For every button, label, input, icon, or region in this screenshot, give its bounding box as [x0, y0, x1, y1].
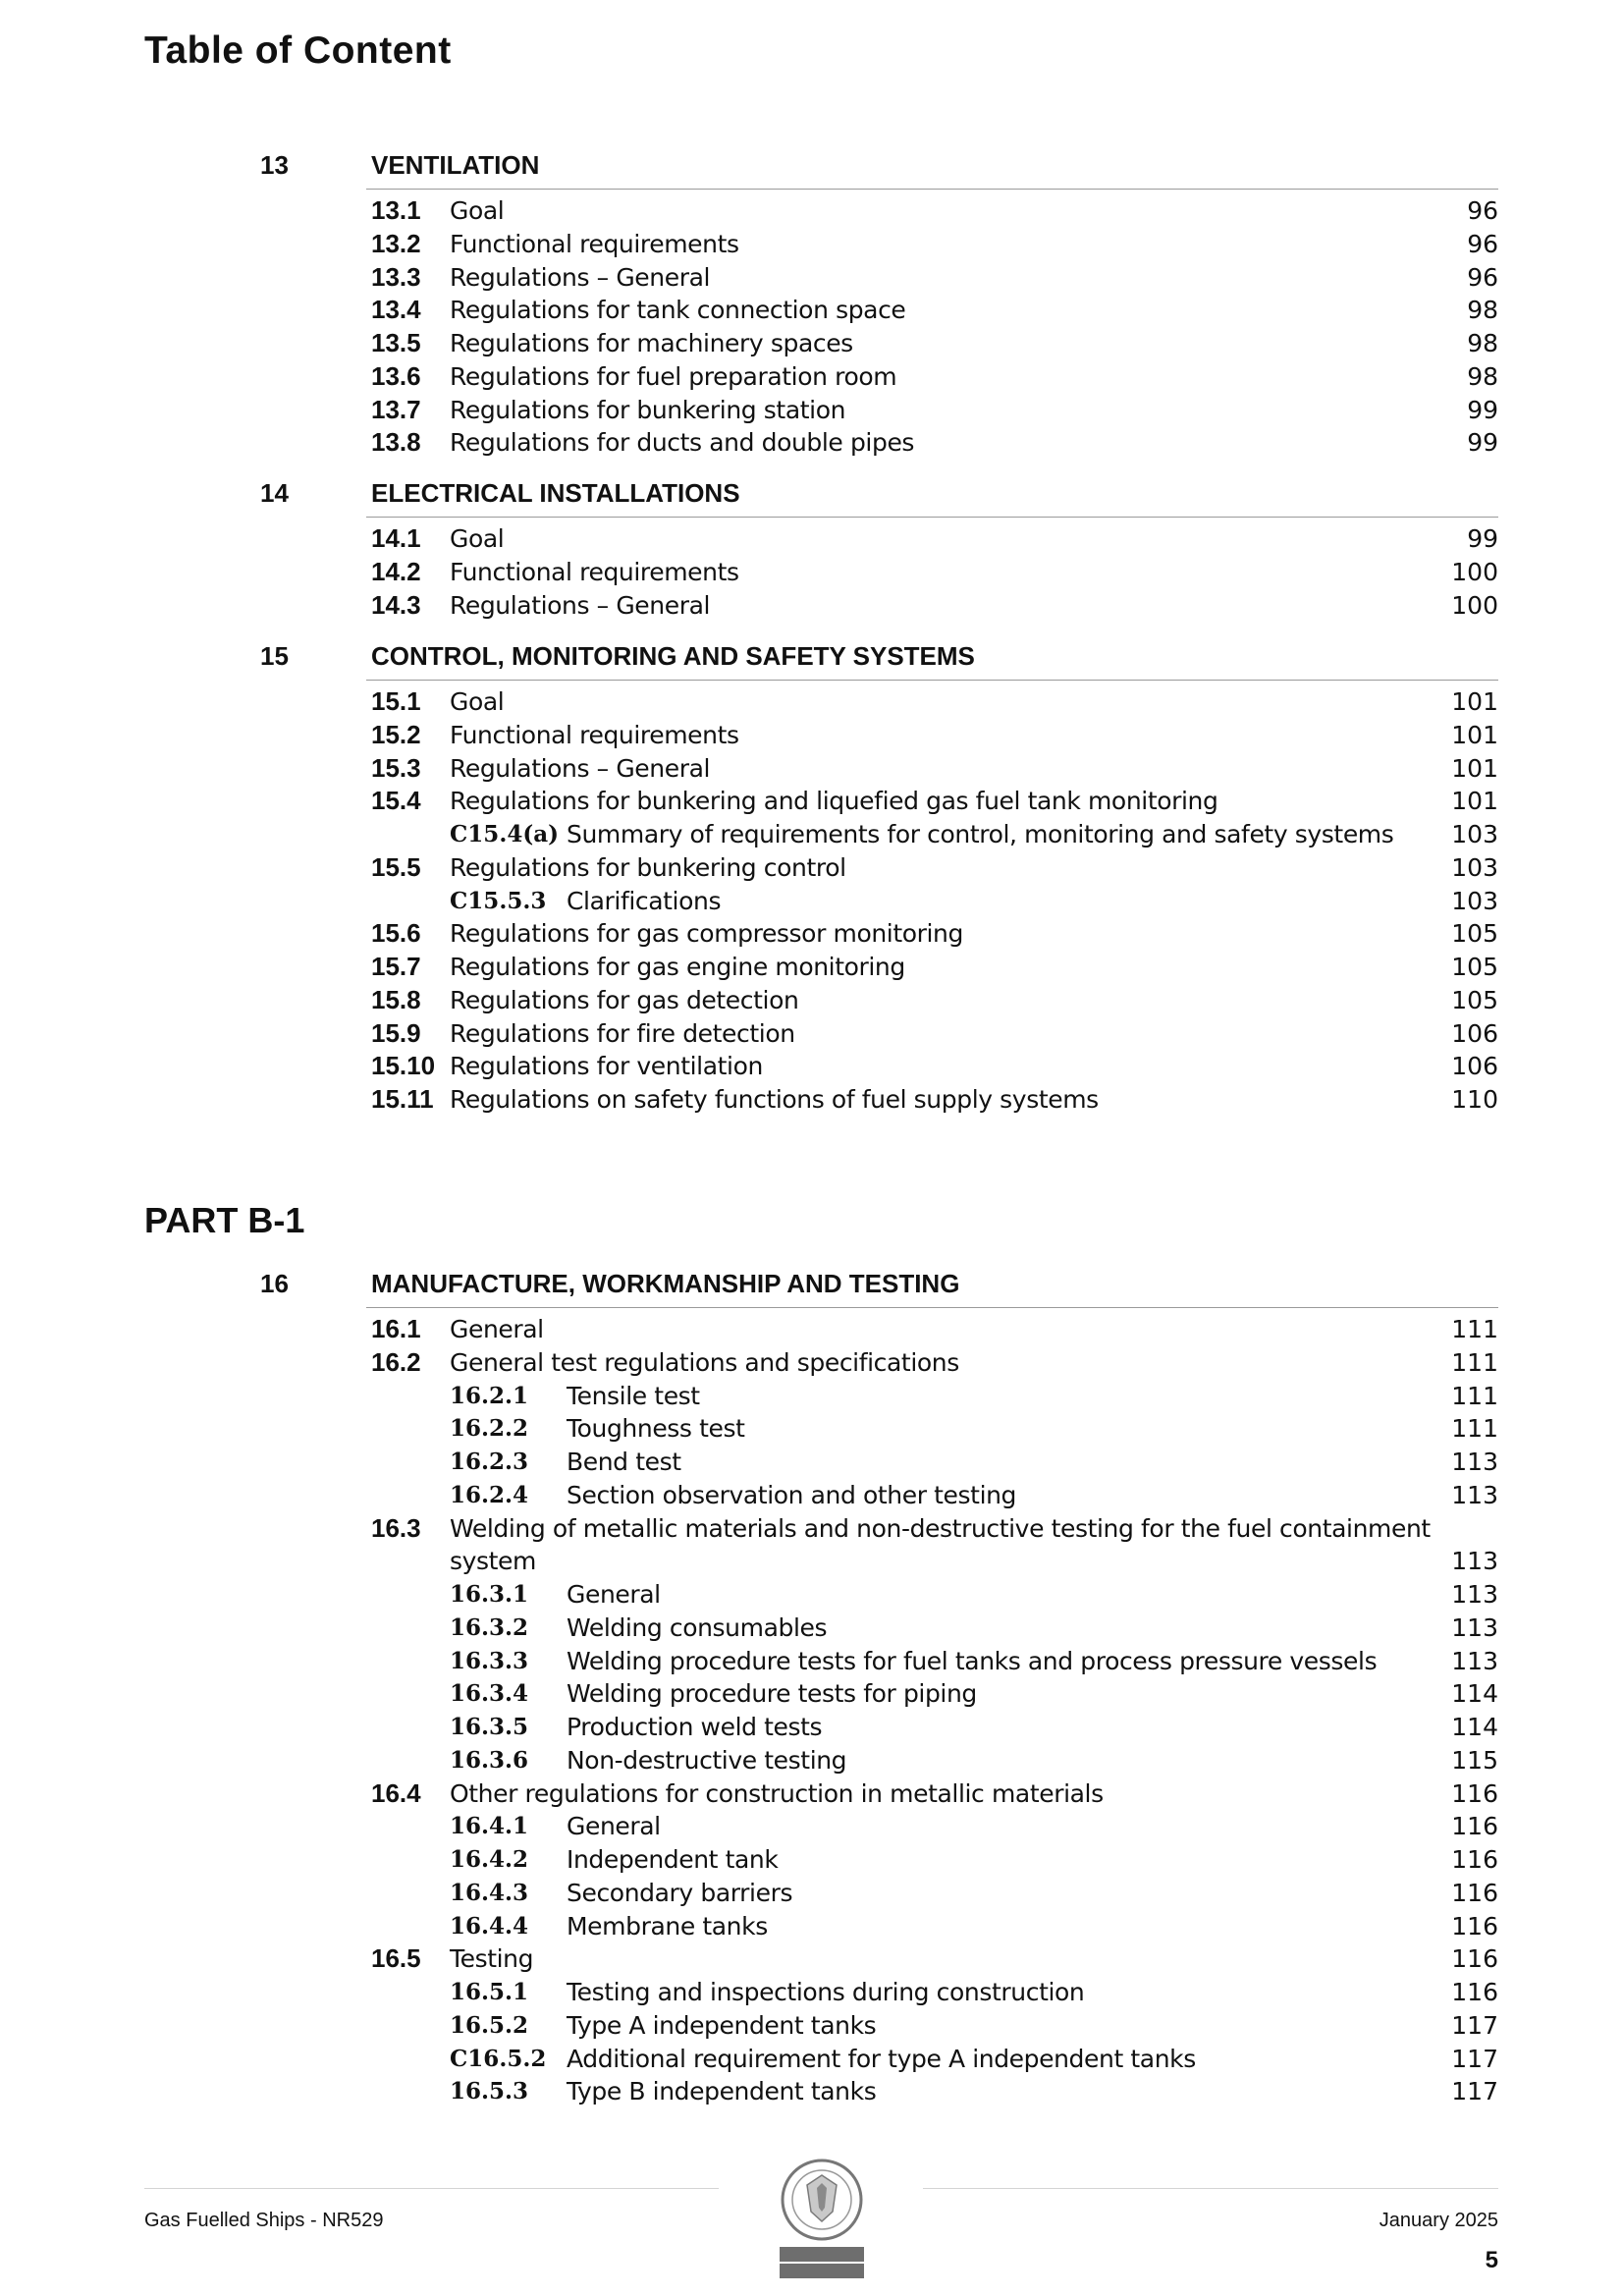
toc-entry-page: 101 — [1451, 787, 1498, 816]
toc-entry[interactable] — [0, 917, 1623, 951]
toc-entry-number: 15.2 — [371, 719, 421, 749]
toc-entry[interactable] — [0, 1942, 1623, 1976]
toc-entry-title: Regulations for machinery spaces — [450, 329, 853, 357]
toc-entry-page: 117 — [1451, 2010, 1498, 2040]
toc-entry-page: 114 — [1451, 1713, 1498, 1741]
toc-entry[interactable] — [0, 785, 1623, 818]
toc-entry[interactable] — [0, 851, 1623, 885]
toc-entry-number: C15.4(a) — [450, 821, 559, 847]
toc-entry[interactable] — [0, 1412, 1623, 1446]
toc-entry-page: 105 — [1451, 953, 1498, 981]
toc-entry-title: Welding procedure tests for fuel tanks and process pressure vessels — [567, 1646, 1378, 1675]
toc-entry[interactable] — [0, 1843, 1623, 1877]
toc-entry-page: 116 — [1451, 1978, 1498, 2006]
toc-entry-number: 16.4.4 — [450, 1912, 529, 1940]
chapter-entries — [0, 1313, 1623, 2108]
toc-entry-number: 16.4 — [371, 1777, 421, 1808]
toc-entry[interactable] — [0, 556, 1623, 589]
toc-entry[interactable] — [0, 1578, 1623, 1612]
toc-entry-page: 98 — [1467, 329, 1498, 357]
toc-entry-page: 101 — [1451, 720, 1498, 749]
toc-entry-title: Non-destructive testing — [567, 1745, 847, 1775]
toc-entry-page: 114 — [1451, 1679, 1498, 1709]
toc-entry-page: 99 — [1467, 524, 1498, 553]
toc-entry[interactable] — [0, 394, 1623, 427]
toc-entry-number: 13.3 — [371, 261, 421, 292]
toc-entry-page: 116 — [1451, 1845, 1498, 1874]
toc-entry[interactable] — [0, 818, 1623, 851]
toc-entry[interactable] — [0, 1677, 1623, 1711]
toc-entry-number: 16.3.2 — [450, 1613, 529, 1641]
toc-entry-number: 13.2 — [371, 228, 421, 258]
toc-entry-title: Welding consumables — [567, 1613, 828, 1642]
toc-entry-number: 16.5.3 — [450, 2078, 529, 2105]
toc-entry-page: 101 — [1451, 753, 1498, 783]
toc-entry-number: 16.5.2 — [450, 2011, 529, 2039]
toc-entry-number: 15.1 — [371, 686, 421, 716]
toc-entry[interactable] — [0, 984, 1623, 1017]
toc-entry-page: 100 — [1451, 557, 1498, 586]
toc-entry-number: 16.3 — [371, 1512, 421, 1543]
toc-entry[interactable] — [0, 1810, 1623, 1843]
toc-entry-title: Regulations for gas detection — [450, 985, 799, 1014]
toc-entry[interactable] — [0, 1910, 1623, 1943]
toc-entry-page: 103 — [1451, 820, 1498, 848]
toc-entry[interactable] — [0, 951, 1623, 984]
toc-entry-title: Testing — [450, 1944, 534, 1974]
toc-entry-page: 116 — [1451, 1878, 1498, 1907]
toc-entry-page: 117 — [1451, 2044, 1498, 2073]
toc-entry-page: 113 — [1451, 1613, 1498, 1642]
toc-entry-title: Regulations for gas compressor monitoring — [450, 919, 963, 949]
toc-entry-number: 16.4.2 — [450, 1846, 529, 1873]
footer-document-name: Gas Fuelled Ships - NR529 — [144, 2210, 384, 2231]
toc-entry-page: 96 — [1467, 196, 1498, 225]
chapter-divider — [366, 517, 1498, 518]
toc-entry-title: Type B independent tanks — [567, 2077, 877, 2106]
toc-entry-title: Regulations for bunkering control — [450, 852, 846, 882]
chapter-title: CONTROL, MONITORING AND SAFETY SYSTEMS — [371, 641, 975, 671]
chapter-number: 15 — [260, 641, 289, 671]
chapter-title: VENTILATION — [371, 150, 540, 180]
toc-entry-title: Testing and inspections during construction — [567, 1978, 1085, 2006]
toc-entry-number: 16.5 — [371, 1943, 421, 1974]
toc-entry-title: General — [567, 1580, 661, 1609]
toc-entry-number: 16.3.3 — [450, 1647, 529, 1674]
page-title: Table of Content — [144, 29, 452, 72]
toc-entry-title: Functional requirements — [450, 720, 739, 749]
toc-entry[interactable] — [0, 2009, 1623, 2043]
toc-entry-page: 96 — [1467, 229, 1498, 258]
toc-entry-page: 96 — [1467, 262, 1498, 292]
chapter-entries — [0, 194, 1623, 460]
toc-entry-number: 15.11 — [371, 1084, 434, 1114]
toc-entry-page: 99 — [1467, 395, 1498, 424]
toc-entry[interactable] — [0, 1380, 1623, 1413]
toc-entry-number: 13.6 — [371, 360, 421, 391]
toc-entry[interactable] — [0, 1313, 1623, 1346]
chapter-title: ELECTRICAL INSTALLATIONS — [371, 478, 740, 508]
toc-entry-title: Regulations for ducts and double pipes — [450, 428, 915, 458]
toc-entry[interactable] — [0, 1645, 1623, 1678]
toc-entry-number: 15.6 — [371, 918, 421, 949]
toc-entry-title: Functional requirements — [450, 229, 739, 258]
toc-entry-title: Section observation and other testing — [567, 1480, 1017, 1509]
toc-entry-title: Goal — [450, 196, 505, 225]
toc-entry-number: 16.3.6 — [450, 1746, 529, 1774]
toc-entry-title: Toughness test — [567, 1414, 745, 1444]
toc-entry-title: Regulations on safety functions of fuel supply systems — [450, 1085, 1099, 1114]
part-title: PART B-1 — [144, 1200, 305, 1240]
toc-entry-title: General test regulations and specifications — [450, 1347, 959, 1377]
toc-entry-page: 116 — [1451, 1944, 1498, 1974]
page-number: 5 — [1485, 2247, 1498, 2273]
toc-entry-title: Additional requirement for type A independent tanks — [567, 2044, 1196, 2073]
toc-entry-title: Regulations – General — [450, 590, 711, 620]
toc-entry[interactable] — [0, 1050, 1623, 1083]
toc-entry-title: Regulations for ventilation — [450, 1052, 763, 1081]
chapter-number: 16 — [260, 1269, 289, 1298]
toc-entry-number: 16.4.1 — [450, 1813, 529, 1840]
toc-entry-number: C16.5.2 — [450, 2045, 547, 2072]
toc-entry[interactable] — [0, 1479, 1623, 1512]
toc-entry-page: 111 — [1451, 1381, 1498, 1410]
toc-entry-title: Regulations – General — [450, 262, 711, 292]
toc-entry-number: 13.7 — [371, 394, 421, 424]
toc-entry[interactable] — [0, 1744, 1623, 1777]
bureau-veritas-logo-icon — [768, 2151, 876, 2288]
toc-entry[interactable] — [0, 360, 1623, 394]
toc-entry-number: 15.3 — [371, 752, 421, 783]
toc-entry-number: 16.4.3 — [450, 1879, 529, 1906]
toc-entry-page: 106 — [1451, 1052, 1498, 1081]
toc-entry[interactable] — [0, 1976, 1623, 2009]
toc-entry-title: Goal — [450, 687, 505, 716]
chapter-divider — [366, 1307, 1498, 1308]
toc-entry[interactable] — [0, 261, 1623, 295]
toc-entry-title: Functional requirements — [450, 557, 739, 586]
toc-entry-page: 113 — [1451, 1547, 1498, 1576]
toc-entry-title: Production weld tests — [567, 1713, 823, 1741]
toc-entry-page: 103 — [1451, 852, 1498, 882]
toc-entry[interactable] — [0, 1512, 1623, 1546]
chapter-entries — [0, 522, 1623, 622]
toc-entry-page: 113 — [1451, 1646, 1498, 1675]
toc-entry-number: 14.2 — [371, 556, 421, 586]
toc-entry-title: Regulations – General — [450, 753, 711, 783]
toc-entry-number: 16.3.4 — [450, 1680, 529, 1708]
toc-entry-number: 16.5.1 — [450, 1979, 529, 2005]
chapter-number: 14 — [260, 478, 289, 508]
toc-entry-number: 16.3.1 — [450, 1581, 529, 1608]
toc-entry[interactable] — [0, 1446, 1623, 1479]
toc-entry-title: Bend test — [567, 1448, 681, 1476]
toc-entry-title: Type A independent tanks — [567, 2010, 877, 2040]
toc-entry[interactable] — [0, 685, 1623, 719]
toc-entry-page: 103 — [1451, 886, 1498, 915]
toc-entry-number: 15.5 — [371, 851, 421, 882]
toc-entry-title: Regulations for fuel preparation room — [450, 361, 897, 391]
toc-entry-number: 13.8 — [371, 427, 421, 458]
toc-entry-page: 110 — [1451, 1085, 1498, 1114]
toc-entry-page: 113 — [1451, 1448, 1498, 1476]
toc-entry-title: Regulations for tank connection space — [450, 296, 906, 325]
toc-entry-title: Regulations for gas engine monitoring — [450, 953, 905, 981]
toc-entry-page: 98 — [1467, 296, 1498, 325]
toc-entry[interactable] — [0, 589, 1623, 623]
toc-entry-number: 15.8 — [371, 984, 421, 1014]
toc-entry-title: system — [450, 1547, 536, 1576]
footer-divider — [923, 2188, 1498, 2189]
toc-entry-number: 16.2 — [371, 1346, 421, 1377]
toc-entry-number: 13.1 — [371, 195, 421, 225]
toc-entry-title: Regulations for bunkering and liquefied gas fuel tank monitoring — [450, 787, 1218, 816]
toc-entry-title: Regulations for fire detection — [450, 1018, 795, 1048]
toc-entry-page: 106 — [1451, 1018, 1498, 1048]
toc-entry-page: 105 — [1451, 919, 1498, 949]
toc-entry-page: 116 — [1451, 1812, 1498, 1841]
toc-entry-title: General — [567, 1812, 661, 1841]
toc-entry-number: 15.7 — [371, 952, 421, 981]
toc-entry-number: 13.5 — [371, 328, 421, 357]
toc-entry[interactable] — [0, 1083, 1623, 1117]
toc-entry-page: 101 — [1451, 687, 1498, 716]
toc-entry[interactable] — [0, 752, 1623, 786]
toc-entry-number: 14.3 — [371, 589, 421, 620]
toc-entry-title: Regulations for bunkering station — [450, 395, 846, 424]
toc-entry-page: 111 — [1451, 1347, 1498, 1377]
toc-entry[interactable] — [0, 1545, 1623, 1578]
toc-entry-number: 13.4 — [371, 295, 421, 325]
toc-entry-number: 16.1 — [371, 1314, 421, 1343]
toc-entry-page: 100 — [1451, 590, 1498, 620]
toc-entry-page: 111 — [1451, 1315, 1498, 1343]
toc-entry-title: General — [450, 1315, 544, 1343]
chapter-entries — [0, 685, 1623, 1117]
toc-entry-number: C15.5.3 — [450, 887, 547, 914]
chapter-number: 13 — [260, 150, 289, 180]
toc-entry-page: 98 — [1467, 361, 1498, 391]
toc-entry-number: 16.2.2 — [450, 1415, 529, 1443]
toc-entry-number: 16.3.5 — [450, 1714, 529, 1740]
toc-entry-title: Other regulations for construction in metallic materials — [450, 1778, 1104, 1808]
toc-entry-page: 113 — [1451, 1580, 1498, 1609]
toc-entry-number: 16.2.4 — [450, 1481, 529, 1508]
toc-entry-title: Membrane tanks — [567, 1911, 768, 1941]
toc-entry-page: 99 — [1467, 428, 1498, 458]
toc-entry-title: Welding procedure tests for piping — [567, 1679, 977, 1709]
toc-entry-title: Tensile test — [567, 1381, 700, 1410]
toc-entry-title: Independent tank — [567, 1845, 779, 1874]
toc-entry[interactable] — [0, 1346, 1623, 1380]
toc-entry[interactable] — [0, 228, 1623, 261]
toc-entry[interactable] — [0, 2075, 1623, 2108]
chapter-divider — [366, 189, 1498, 190]
toc-entry-number: 14.1 — [371, 523, 421, 553]
toc-entry-number: 15.10 — [371, 1051, 436, 1081]
toc-entry[interactable] — [0, 1711, 1623, 1744]
toc-entry-page: 115 — [1451, 1745, 1498, 1775]
toc-entry-page: 111 — [1451, 1414, 1498, 1444]
toc-entry-number: 16.2.1 — [450, 1382, 529, 1409]
toc-entry-number: 15.9 — [371, 1017, 421, 1048]
toc-entry[interactable] — [0, 194, 1623, 228]
toc-entry[interactable] — [0, 522, 1623, 556]
toc-entry-page: 113 — [1451, 1480, 1498, 1509]
toc-entry[interactable] — [0, 327, 1623, 360]
toc-entry[interactable] — [0, 1017, 1623, 1051]
toc-entry-title: Summary of requirements for control, monitoring and safety systems — [567, 820, 1394, 848]
chapter-divider — [366, 680, 1498, 681]
toc-entry-number: 16.2.3 — [450, 1449, 529, 1475]
toc-entry-title: Secondary barriers — [567, 1878, 793, 1907]
footer-divider — [144, 2188, 719, 2189]
toc-entry-page: 116 — [1451, 1778, 1498, 1808]
toc-entry-page: 105 — [1451, 985, 1498, 1014]
toc-entry-title: Welding of metallic materials and non-destructive testing for the fuel containment — [450, 1513, 1431, 1543]
toc-entry[interactable] — [0, 294, 1623, 327]
toc-entry[interactable] — [0, 1877, 1623, 1910]
toc-entry-number: 15.4 — [371, 786, 421, 816]
toc-entry[interactable] — [0, 1612, 1623, 1645]
toc-entry[interactable] — [0, 885, 1623, 918]
toc-entry[interactable] — [0, 1777, 1623, 1811]
toc-entry[interactable] — [0, 719, 1623, 752]
toc-entry[interactable] — [0, 2043, 1623, 2076]
chapter-title: MANUFACTURE, WORKMANSHIP AND TESTING — [371, 1269, 960, 1298]
toc-entry-page: 117 — [1451, 2077, 1498, 2106]
toc-entry-title: Goal — [450, 524, 505, 553]
toc-entry-title: Clarifications — [567, 886, 722, 915]
toc-entry-page: 116 — [1451, 1911, 1498, 1941]
footer-date: January 2025 — [1379, 2210, 1498, 2231]
toc-entry[interactable] — [0, 426, 1623, 460]
